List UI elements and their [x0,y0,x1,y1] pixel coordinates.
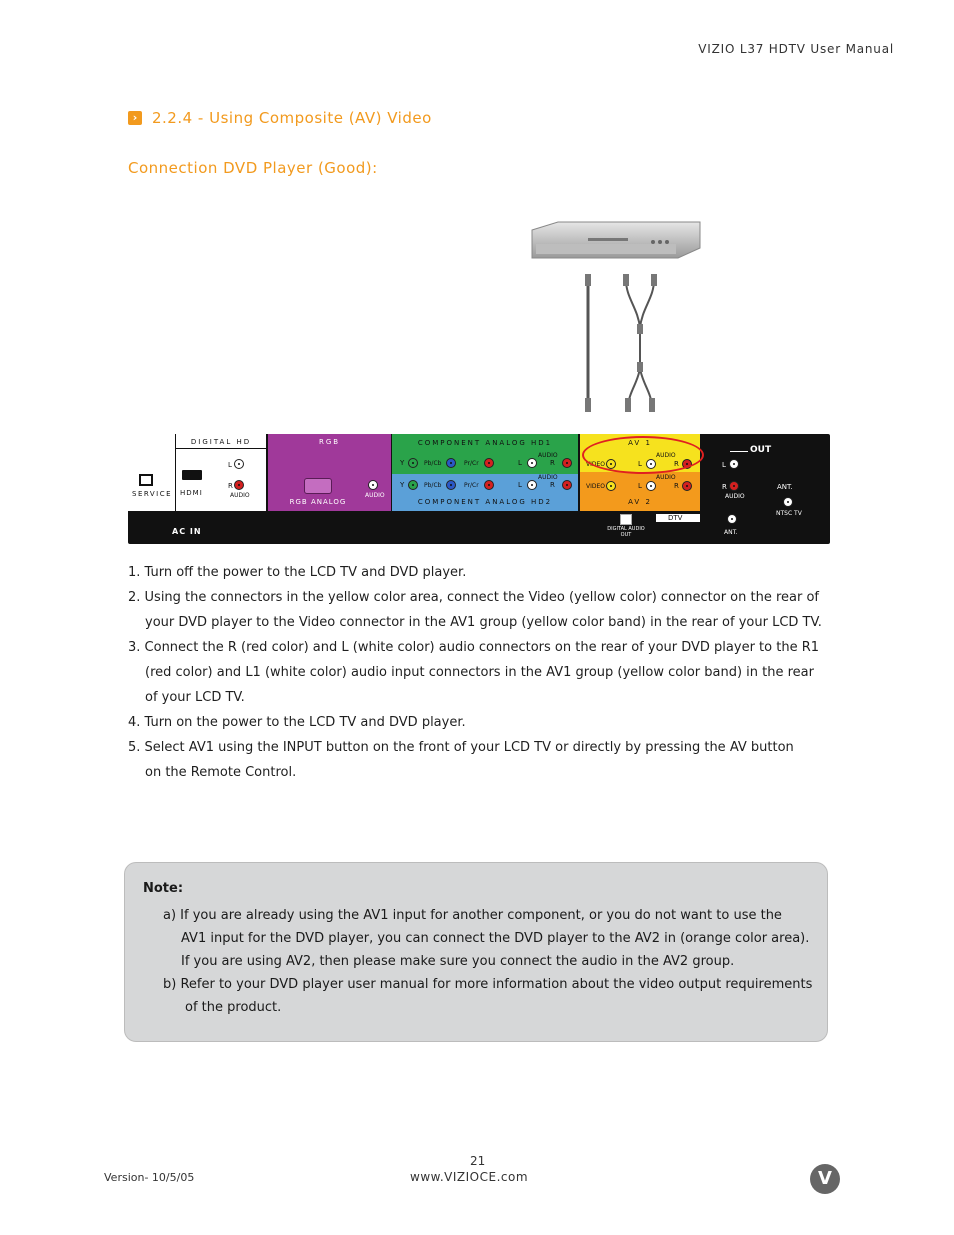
hd1-r-label: R [550,459,555,467]
hd1-audio-l-jack [527,458,537,468]
hd2-l-label: L [518,481,522,489]
vizio-logo-icon: V [810,1164,840,1194]
page-number: 21 [470,1154,486,1168]
audio-cable-icon [623,274,657,412]
dtv-box [656,514,700,522]
digital-hd-l-label: L [228,461,232,469]
hd2-y-label: Y [400,481,405,489]
hd1-prcr-label: Pr/Cr [464,460,479,467]
note-title: Note: [143,881,184,896]
hd2-prcr-label: Pr/Cr [464,482,479,489]
instruction-steps [128,560,838,785]
video-cable-icon [585,274,591,412]
hd2-pbcb-label: Pb/Cb [424,482,442,489]
digital-hd-audio-r-jack [234,480,244,490]
digital-hd-audio-l-jack [234,459,244,469]
rgb-audio-jack [368,480,378,490]
hd2-r-label: R [550,481,555,489]
av2-audio-r-jack [682,481,692,491]
note-box [124,862,828,1042]
av2-l-label: L [638,482,642,490]
digital-hd-zone [176,434,266,511]
ant-label: ANT. [777,483,793,491]
rgb-analog-label: RGB ANALOG [289,498,347,506]
digital-hd-r-label: R [228,482,233,490]
note-item-a-line1: a) If you are already using the AV1 input for another component, or you do not want to use the [163,908,782,923]
step-4: 4. Turn on the power to the LCD TV and DVD player. [128,715,466,730]
hd2-prcr-jack [484,480,494,490]
av1-video-label: VIDEO [586,461,606,468]
av1-highlight-circle [582,436,704,474]
hd2-audio-label: AUDIO [538,474,558,481]
hd1-y-label: Y [400,459,405,467]
out-label: OUT [750,445,772,455]
av2-audio-label: AUDIO [656,474,676,481]
hd1-audio-r-jack [562,458,572,468]
note-item-b-line2: of the product. [185,1000,282,1015]
digital-hd-audio-label: AUDIO [230,492,250,499]
component-hd2-label: COMPONENT ANALOG HD2 [417,498,553,506]
note-item-a-line3: If you are using AV2, then please make sure you connect the audio in the AV2 group. [181,954,735,969]
section-bullet-icon: › [128,111,142,125]
network-port-icon [139,474,153,486]
vga-port-icon [304,478,332,494]
out-l-label: L [722,461,726,469]
rgb-label: RGB [318,438,341,446]
av1-label: AV 1 [628,439,652,447]
hd2-audio-l-jack [527,480,537,490]
note-body [163,904,823,1019]
out-audio-r-jack [729,481,739,491]
out-audio-l-jack [729,459,739,469]
step-5: 5. Select AV1 using the INPUT button on the front of your LCD TV or directly by pressing the AV button on the Remote Control. [128,740,794,780]
ant-ntsc-jack [783,497,793,507]
rear-connection-panel [128,434,830,544]
av1-audio-label: AUDIO [656,452,676,459]
hd1-prcr-jack [484,458,494,468]
note-item-a-line2: AV1 input for the DVD player, you can connect the DVD player to the AV2 in (orange color area). [181,931,810,946]
section-title: 2.2.4 - Using Composite (AV) Video [152,109,432,127]
manual-title: VIZIO L37 HDTV User Manual [698,42,894,56]
av1-r-label: R [674,460,679,468]
step-2: 2. Using the connectors in the yellow color area, connect the Video (yellow color) connector on the rear of your DVD player to the Video connector in the AV1 group (yellow color band) in the rear of your LCD TV. [128,590,822,630]
hd1-l-label: L [518,459,522,467]
hd1-audio-label: AUDIO [538,452,558,459]
step-1: 1. Turn off the power to the LCD TV and DVD player. [128,565,467,580]
hd1-pbcb-jack [446,458,456,468]
component-zone [392,434,578,511]
hd1-y-jack [408,458,418,468]
optical-port-icon [620,514,632,525]
hdmi-port-icon [182,470,202,480]
ant2-label: ANT. [724,529,738,536]
service-label: SERVICE [132,490,173,498]
dvd-player-cables-illustration [528,218,708,418]
step-3: 3. Connect the R (red color) and L (white color) audio connectors on the rear of your DVD player to the R1 (red color) and L1 (white color) audio input connectors in the AV1 group (yellow color band) in the rear of your LCD TV. [128,640,820,705]
out-audio-label: AUDIO [725,493,745,500]
hdmi-label: HDMI [180,489,203,497]
note-item-b-line1: b) Refer to your DVD player user manual for more information about the video output requirements [163,977,813,992]
website-link[interactable]: www.VIZIOCE.com [410,1170,529,1184]
dvd-player-icon [532,222,700,258]
dtv-label: DTV [668,514,683,522]
rgb-audio-label: AUDIO [365,492,385,499]
av2-video-label: VIDEO [586,483,606,490]
hd1-pbcb-label: Pb/Cb [424,460,442,467]
av2-label: AV 2 [628,498,652,506]
ant-dtv-jack [727,514,737,524]
ac-in-label: AC IN [172,527,202,536]
service-zone [128,434,175,511]
rgb-zone [268,434,391,511]
hd2-y-jack [408,480,418,490]
digital-hd-label: DIGITAL HD [190,438,252,446]
version-text: Version- 10/5/05 [104,1171,195,1184]
av2-video-jack [606,481,616,491]
ntsc-tv-label: NTSC TV [776,510,802,517]
av2-audio-l-jack [646,481,656,491]
av2-r-label: R [674,482,679,490]
av1-l-label: L [638,460,642,468]
hd2-pbcb-jack [446,480,456,490]
section-subtitle: Connection DVD Player (Good): [128,159,378,177]
component-hd1-label: COMPONENT ANALOG HD1 [417,439,553,447]
digital-audio-out-label: DIGITAL AUDIO OUT [607,526,645,538]
out-r-label: R [722,483,727,491]
hd2-audio-r-jack [562,480,572,490]
